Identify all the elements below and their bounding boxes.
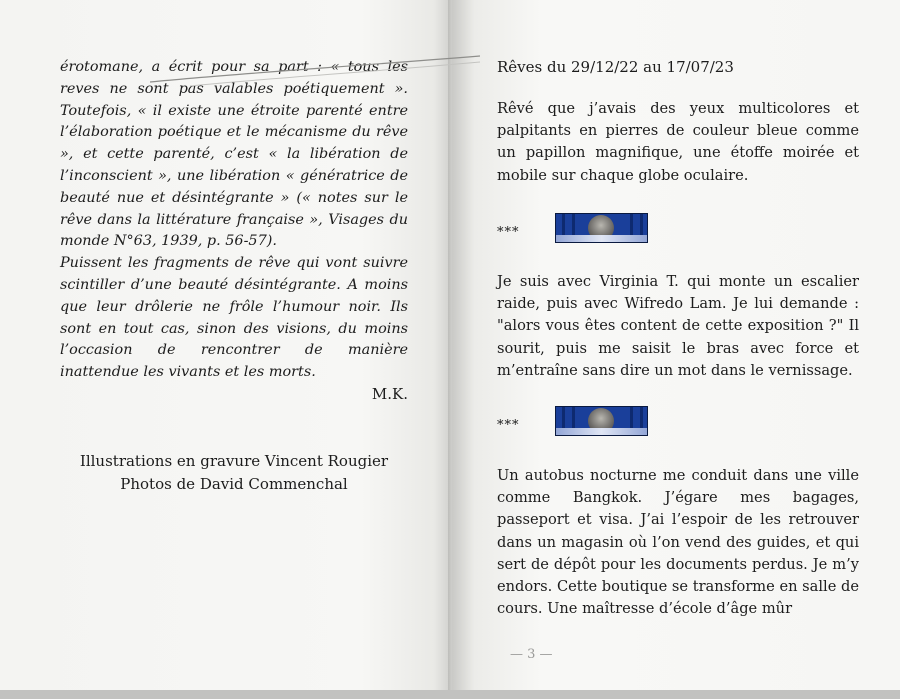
scan-bottom-edge	[0, 690, 900, 699]
dream-paragraph-1: Rêvé que j’avais des yeux multicolores et palpitants en pierres de couleur bleue comme un papillon magnifique, une étoffe moirée et mobile sur chaque globe oculaire.	[497, 100, 859, 184]
photo-credit: Photos de David Commenchal	[120, 475, 348, 493]
dream-paragraph-3: Un autobus nocturne me conduit dans une ville comme Bangkok. J’égare mes bagages, passeport et visa. J’ai l’espoir de les retrouver dans un magasin où l’on vend des guides, et qui sert de dépôt pour les documents perdus. Je m’y endors. Cette boutique se transforme en salle de cours. Une maîtresse d’école d’âge mûr	[497, 467, 859, 618]
dream-paragraph-2: Je suis avec Virginia T. qui monte un escalier raide, puis avec Wifredo Lam. Je lui demande : "alors vous êtes content de cette exposition ?" Il sourit, puis me saisit le bras avec force et m’entraîne sans dire un mot dans le vernissage.	[497, 273, 859, 379]
eye-photo-thumbnail	[555, 406, 648, 436]
left-page	[0, 0, 452, 690]
author-initials: M.K.	[371, 385, 408, 403]
dream-dates-heading: Rêves du 29/12/22 au 17/07/23	[497, 58, 734, 76]
illustration-credit: Illustrations en gravure Vincent Rougier	[79, 452, 389, 470]
credits	[60, 450, 408, 496]
asterism: ***	[497, 225, 520, 240]
essay-paragraph-2: Puissent les fragments de rêve qui vont suivre scintiller d’une beauté désintégrante. A moins que leur drôlerie ne frôle l’humour noir. Ils sont en tout cas, sinon des visions, du moins l’occasion de rencontrer de manière inattendue les vivants et les morts.	[60, 255, 408, 381]
page-number: — 3 —	[510, 647, 553, 662]
asterism: ***	[497, 418, 520, 433]
left-page-text	[60, 57, 408, 384]
eye-photo-thumbnail	[555, 213, 648, 243]
essay-paragraph-1: érotomane, a écrit pour sa part : « tous les reves ne sont pas valables poétiquement ». Toutefois, « il existe une étroite parenté entre l’élaboration poétique et le mécanisme du rêve », et cette parenté, c’est « la libération de l’inconscient », une libération « génératrice de beauté nue et désintégrante » (« notes sur le rêve dans la littérature française », Visages du monde N°63, 1939, p. 56-57).	[60, 59, 408, 250]
